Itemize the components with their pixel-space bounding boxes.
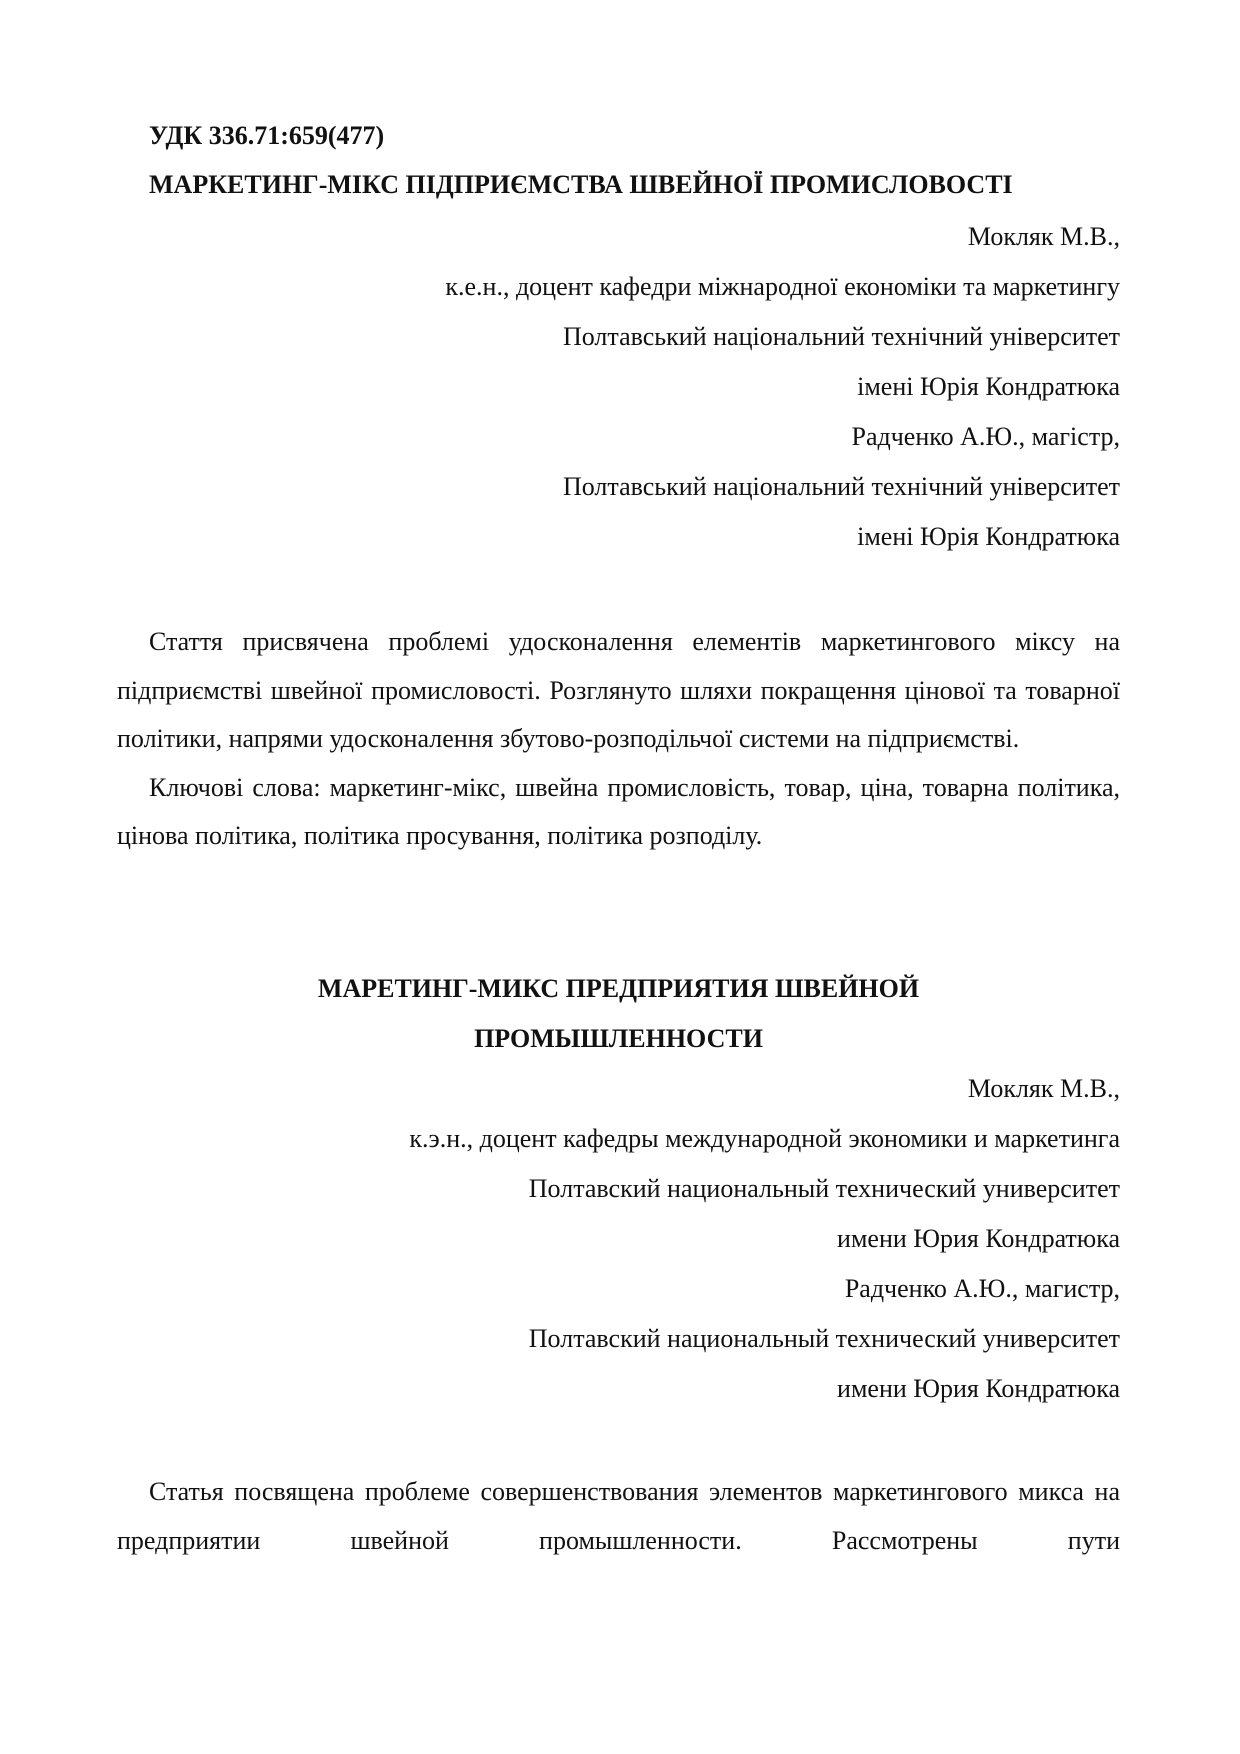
author-ru-2-university: Полтавский национальный технический университет bbox=[528, 1324, 1120, 1353]
author-ru-2-university-name: имени Юрия Кондратюка bbox=[837, 1374, 1120, 1403]
abstract-ua: Стаття присвячена проблемі удосконалення елементів маркетингового міксу на підприємстві швейної промисловості. Розглянуто шляхи покращення цінової та товарної політики, напрями удосконалення збутово-розподільчої системи на підприємстві. bbox=[117, 627, 1120, 754]
author-ru-1-university: Полтавский национальный технический университет bbox=[528, 1174, 1120, 1203]
abstract-ua-block bbox=[117, 618, 1120, 861]
author-ru-1-university-name: имени Юрия Кондратюка bbox=[837, 1224, 1120, 1253]
title-ru-line2: ПРОМЫШЛЕННОСТИ bbox=[474, 1024, 763, 1053]
author-ua-1-university: Полтавський національний технічний університет bbox=[563, 322, 1120, 351]
abstract-ru: Статья посвящена проблеме совершенствования элементов маркетингового микса на предприятии швейной промышленности. Рассмотрены пути bbox=[117, 1477, 1120, 1555]
udc-code: УДК 336.71:659(477) bbox=[149, 121, 385, 150]
author-ru-2: Радченко А.Ю., магистр, bbox=[844, 1274, 1120, 1303]
author-ua-1-university-name: імені Юрія Кондратюка bbox=[857, 372, 1120, 401]
author-ua-1: Мокляк М.В., bbox=[967, 222, 1120, 251]
author-ru-1-position: к.э.н., доцент кафедры международной экономики и маркетинга bbox=[409, 1124, 1120, 1153]
keywords-ua: Ключові слова: маркетинг-мікс, швейна промисловість, товар, ціна, товарна політика, цінова політика, політика просування, політика розподілу. bbox=[117, 772, 1120, 851]
title-ua: МАРКЕТИНГ-МІКС ПІДПРИЄМСТВА ШВЕЙНОЇ ПРОМИСЛОВОСТІ bbox=[149, 170, 1013, 199]
author-ua-1-position: к.е.н., доцент кафедри міжнародної економіки та маркетингу bbox=[445, 272, 1120, 301]
abstract-ru-block bbox=[117, 1468, 1120, 1565]
author-ua-2-university: Полтавський національний технічний університет bbox=[563, 472, 1120, 501]
title-ru-line1: МАРЕТИНГ-МИКС ПРЕДПРИЯТИЯ ШВЕЙНОЙ bbox=[317, 974, 920, 1003]
author-ua-2-university-name: імені Юрія Кондратюка bbox=[857, 522, 1120, 551]
author-ru-1: Мокляк М.В., bbox=[967, 1074, 1120, 1103]
author-ua-2: Радченко А.Ю., магістр, bbox=[851, 422, 1120, 451]
